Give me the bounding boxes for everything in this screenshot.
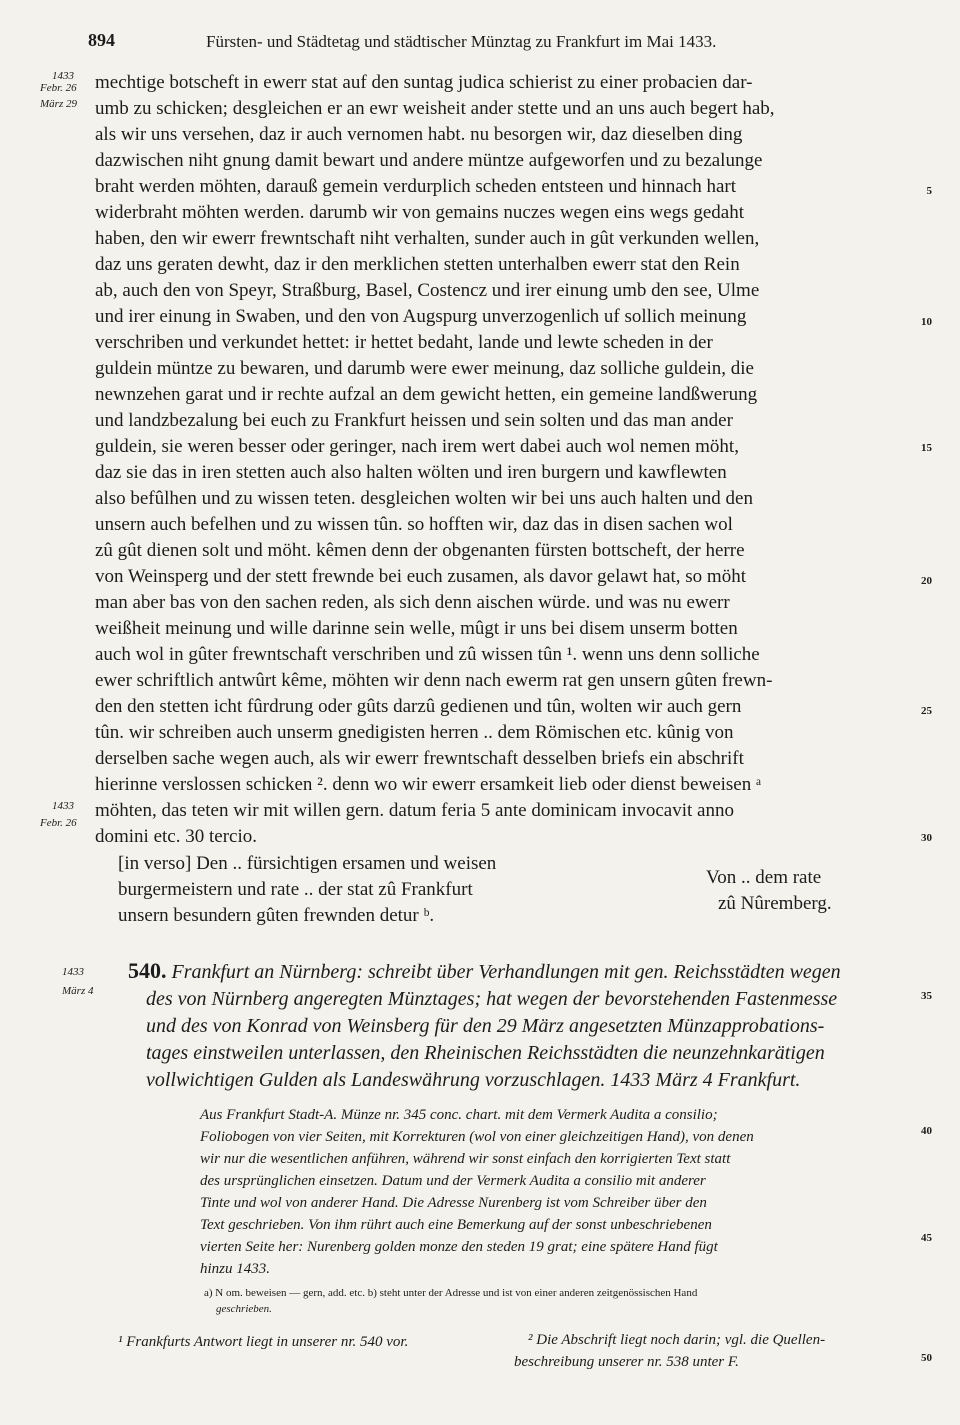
text-line: verschriben und verkundet hettet: ir hettet bedaht, lande und lewte scheden in der xyxy=(95,332,713,353)
footnote-2: ² Die Abschrift liegt noch darin; vgl. die Quellen- xyxy=(528,1332,826,1348)
line-number: 5 xyxy=(926,185,932,197)
text-line: domini etc. 30 tercio. xyxy=(95,826,257,847)
regest-number: 540. xyxy=(128,958,167,983)
text-line: widerbraht möhten werden. darumb wir von gemains nuczes wegen eins wegs gedaht xyxy=(95,202,744,223)
text-line: umb zu schicken; desgleichen er an ewr weisheit ander stette und an uns auch begert hab, xyxy=(95,98,775,119)
regest-date: 1433 März 4 xyxy=(62,966,94,997)
note-line: geschrieben. xyxy=(216,1303,272,1315)
line-number: 10 xyxy=(921,316,932,328)
text-line: ab, auch den von Speyr, Straßburg, Basel, Costencz und irer einung umb den see, Ulme xyxy=(95,280,760,301)
source-line: Aus Frankfurt Stadt-A. Münze nr. 345 conc. chart. mit dem Vermerk Audita a consilio; xyxy=(200,1107,718,1123)
source-line: Foliobogen von vier Seiten, mit Korrekturen (wol von einer gleichzeitigen Hand), von denen xyxy=(200,1129,754,1145)
source-line: vierten Seite her: Nurenberg golden monze den steden 19 grat; eine spätere Hand fügt xyxy=(200,1239,718,1255)
text-line: als wir uns versehen, daz ir auch vernomen habt. nu besorgen wir, daz dieselben ding xyxy=(95,124,743,145)
text-line: unsern auch befelhen und zu wissen tûn. so hofften wir, daz das in disen sachen wol xyxy=(95,514,733,535)
text-line: und landzbezalung bei euch zu Frankfurt heissen und sein solten und das man ander xyxy=(95,410,733,431)
source-line: wir nur die wesentlichen anführen, während wir sonst einfach den korrigierten Text statt xyxy=(200,1151,731,1167)
footnote-2-cont: beschreibung unserer nr. 538 unter F. xyxy=(514,1354,739,1370)
line-number: 30 xyxy=(921,832,932,844)
line-number: 35 xyxy=(921,990,932,1002)
regest-line: und des von Konrad von Weinsberg für den 29 März angesetzten Münzapprobations- xyxy=(146,1015,825,1037)
text-line: daz sie das in iren stetten auch also halten wölten und iren burgern und kawflewten xyxy=(95,462,727,483)
text-line: guldein, sie weren besser oder geringer, nach irem wert dabei auch wol nemen möht, xyxy=(95,436,739,457)
line-number: 20 xyxy=(921,575,932,587)
regest-line: vollwichtigen Gulden als Landeswährung vorzuschlagen. 1433 März 4 Frankfurt. xyxy=(146,1069,801,1091)
text-line: weißheit meinung und wille darinne sein welle, mûgt ir uns bei disem unserm botten xyxy=(95,618,738,639)
text-line: newnzehen garat und ir rechte aufzal an dem gewicht hetten, ein gemeine landßwerung xyxy=(95,384,758,405)
line-number: 50 xyxy=(921,1352,932,1364)
text-line: braht werden möhten, darauß gemein verdurplich scheden entsteen und hinnach hart xyxy=(95,176,737,197)
margin-date-1: 1433 Febr. 26 xyxy=(40,70,77,94)
line-number: 15 xyxy=(921,442,932,454)
text-line: dazwischen niht gnung damit bewart und andere müntze aufgeworfen und zu bezalunge xyxy=(95,150,763,171)
margin-date-2: März 29 xyxy=(40,98,77,110)
source-line: Tinte und wol von anderer Hand. Die Adresse Nurenberg ist vom Schreiber über den xyxy=(200,1195,707,1211)
text-line: den den stetten icht fûrdrung oder gûts darzû gedienen und tûn, wolten wir auch gern xyxy=(95,696,742,717)
text-line: von Weinsperg und der stett frewnde bei euch zusamen, als davor gelawt hat, so möht xyxy=(95,566,746,587)
text-line: und irer einung in Swaben, und den von Augspurg unverzogenlich uf sollich meinung xyxy=(95,306,747,327)
line-number: 25 xyxy=(921,705,932,717)
text-line: mechtige botscheft in ewerr stat auf den suntag judica schierist zu einer probacien dar- xyxy=(95,72,753,93)
text-line: zû gût dienen solt und möht. kêmen denn der obgenanten fürsten bottscheft, der herre xyxy=(95,540,745,561)
footnote-1: ¹ Frankfurts Antwort liegt in unserer nr. 540 vor. xyxy=(118,1334,409,1350)
document-page: 894 Fürsten- und Städtetag und städtischer Münztag zu Frankfurt im Mai 1433. 1433 Febr. 26 März 29 1433 Febr. 26 5 10 15 20 25 30 35 40 45 50 mechtige botscheft in ewerr stat auf den suntag judica schierist zu einer probacien dar- umb zu schicken; desgleichen er an ewr weisheit ander stette und an uns auch begert hab, als wir uns versehen, daz ir auch vernomen habt. nu besorgen wir, daz dieselben ding dazwischen niht gnung damit bewart und andere müntze aufgeworfen und zu bezalunge braht werden möhten, darauß gemein verdurplich scheden entsteen und hinnach hart widerbraht möhten werden. darumb wir von gemains nuczes wegen eins wegs gedaht haben, den wir ewerr frewntschaft niht verhalten, sunder auch in gût verkunden wellen, daz uns geraten dewht, daz ir den merklichen stetten unterhalben ewerr stat den Rein ab, auch den von Speyr, Straßburg, Basel, Costencz und irer einung umb den see, Ulme und irer einung in Swaben, und den von Augspurg unverzogenlich uf sollich meinung verschriben und verkundet hettet: ir hettet bedaht, lande und lewte scheden in der guldein müntze zu bewaren, und darumb were ewer meinung, daz solliche guldein, die newnzehen garat und ir rechte aufzal an dem gewicht hetten, ein gemeine landßwerung und landzbezalung bei euch zu Frankfurt heissen und sein solten und das man ander guldein, sie weren besser oder geringer, nach irem wert dabei auch wol nemen möht, daz sie das in iren stetten auch also halten wölten und iren burgern und kawflewten also befûlhen und zu wissen teten. desgleichen wolten wir bei uns auch halten und den unsern auch befelhen und zu wissen tûn. so hofften wir, daz das in disen sachen wol zû gût dienen solt und möht. kêmen denn der obgenanten fürsten bottscheft, der herre von Weinsperg und der stett frewnde bei euch zusamen, als davor gelawt hat, so möht man aber bas von den sachen reden, als sich denn aischen würde. und was nu ewerr weißheit meinung und wille darinne sein welle, mûgt ir uns bei disem unserm botten auch wol in gûter frewntschaft verschriben und zû wissen tûn ¹. wenn uns denn solliche ewer schriftlich antwûrt kême, möhten wir denn nach ewerm rat gen unsern gûten frewn- den den stetten icht fûrdrung oder gûts darzû gedienen und tûn, wolten wir auch gern tûn. wir schreiben auch unserm gnedigisten herren .. dem Römischen etc. kûnig von derselben sache wegen auch, als wir ewerr frewntschaft desselben briefs ein abschrift hierinne verslossen schicken ². denn wo wir ewerr ersamkeit lieb oder dienst beweisen ᵃ möhten, das teten wir mit willen gern. datum feria 5 ante dominicam invocavit anno domini etc. 30 tercio. [in verso] Den .. fürsichtigen ersamen und weisen burgermeistern und rate .. der stat zû Frankfurt unsern besundern gûten frewnden detur ᵇ. Von .. dem rate zû Nûremberg. 1433 März 4 540. Frankfurt an Nürnberg: schreibt über Verhandlungen mit gen. Reichsstädten wegen des von Nürnberg angeregten Münztages; hat wegen der bevorstehenden Fastenmesse und des von Konrad von Weinsberg für den 29 März angesetzten Münzapprobations- tages einstweilen unterlassen, den Rheinischen Reichsstädten die neunzehnkarätigen vollwichtigen Gulden als Landeswährung vorzuschlagen. 1433 März 4 Frankfurt. Aus Frankfurt Stadt-A. Münze nr. 345 conc. chart. mit dem Vermerk Audita a consilio; Foliobogen von vier Seiten, mit Korrekturen (wol von einer gleichzeitigen Hand), von denen wir nur die wesentlichen anführen, während wir sonst einfach den korrigierten Text statt des ursprünglichen einsetzen. Datum und der Vermerk Audita a consilio mit anderer Tinte und wol von anderer Hand. Die Adresse Nurenberg ist vom Schreiber über den Text geschrieben. Von ihm rührt auch eine Bemerkung auf der sonst unbeschriebenen vierten Seite her: Nurenberg golden monze den steden 19 grat; eine spätere Hand fügt hinzu 1433. a) N om. beweisen — gern, add. etc. b) steht unter der Adresse und ist von einer anderen zeitgenössischen Hand geschrieben. ¹ Frankfurts Antwort liegt in unserer nr. 540 vor. ² Die Abschrift liegt noch darin; vgl. die Quellen- beschreibung unserer nr. 538 unter F. xyxy=(0,0,960,1425)
source-line: des ursprünglichen einsetzen. Datum und der Vermerk Audita a consilio mit anderer xyxy=(200,1173,706,1189)
source-line: Text geschrieben. Von ihm rührt auch eine Bemerkung auf der sonst unbeschriebenen xyxy=(200,1217,712,1233)
text-line: möhten, das teten wir mit willen gern. datum feria 5 ante dominicam invocavit anno xyxy=(95,800,734,821)
text-line: daz uns geraten dewht, daz ir den merklichen stetten unterhalben ewerr stat den Rein xyxy=(95,254,740,275)
page-number: 894 xyxy=(88,30,115,50)
running-head: Fürsten- und Städtetag und städtischer Münztag zu Frankfurt im Mai 1433. xyxy=(206,32,717,51)
text-line: haben, den wir ewerr frewntschaft niht verhalten, sunder auch in gût verkunden wellen, xyxy=(95,228,760,249)
line-number: 45 xyxy=(921,1232,932,1244)
text-line: hierinne verslossen schicken ². denn wo wir ewerr ersamkeit lieb oder dienst beweisen ᵃ xyxy=(95,774,762,795)
note-line: a) N om. beweisen — gern, add. etc. b) steht unter der Adresse und ist von einer anderen zeitgenössischen Hand xyxy=(204,1287,698,1299)
text-line: derselben sache wegen auch, als wir ewerr frewntschaft desselben briefs ein abschrift xyxy=(95,748,744,769)
line-number: 40 xyxy=(921,1125,932,1137)
margin-date-3: 1433 Febr. 26 xyxy=(40,800,77,829)
text-line: tûn. wir schreiben auch unserm gnedigisten herren .. dem Römischen etc. kûnig von xyxy=(95,722,734,743)
text-line: man aber bas von den sachen reden, als sich denn aischen würde. und was nu ewerr xyxy=(95,592,730,613)
text-line: guldein müntze zu bewaren, und darumb were ewer meinung, daz solliche guldein, die xyxy=(95,358,754,379)
text-line: auch wol in gûter frewntschaft verschriben und zû wissen tûn ¹. wenn uns denn solliche xyxy=(95,644,760,665)
regest-line: Frankfurt an Nürnberg: schreibt über Verhandlungen mit gen. Reichsstädten wegen xyxy=(171,961,841,983)
regest-line: des von Nürnberg angeregten Münztages; hat wegen der bevorstehenden Fastenmesse xyxy=(146,988,838,1010)
text-line: also befûlhen und zu wissen teten. desgleichen wolten wir bei uns auch halten und den xyxy=(95,488,753,509)
text-line: ewer schriftlich antwûrt kême, möhten wir denn nach ewerm rat gen unsern gûten frewn- xyxy=(95,670,773,691)
source-line: hinzu 1433. xyxy=(200,1261,271,1277)
regest-line: tages einstweilen unterlassen, den Rheinischen Reichsstädten die neunzehnkarätigen xyxy=(146,1042,825,1064)
